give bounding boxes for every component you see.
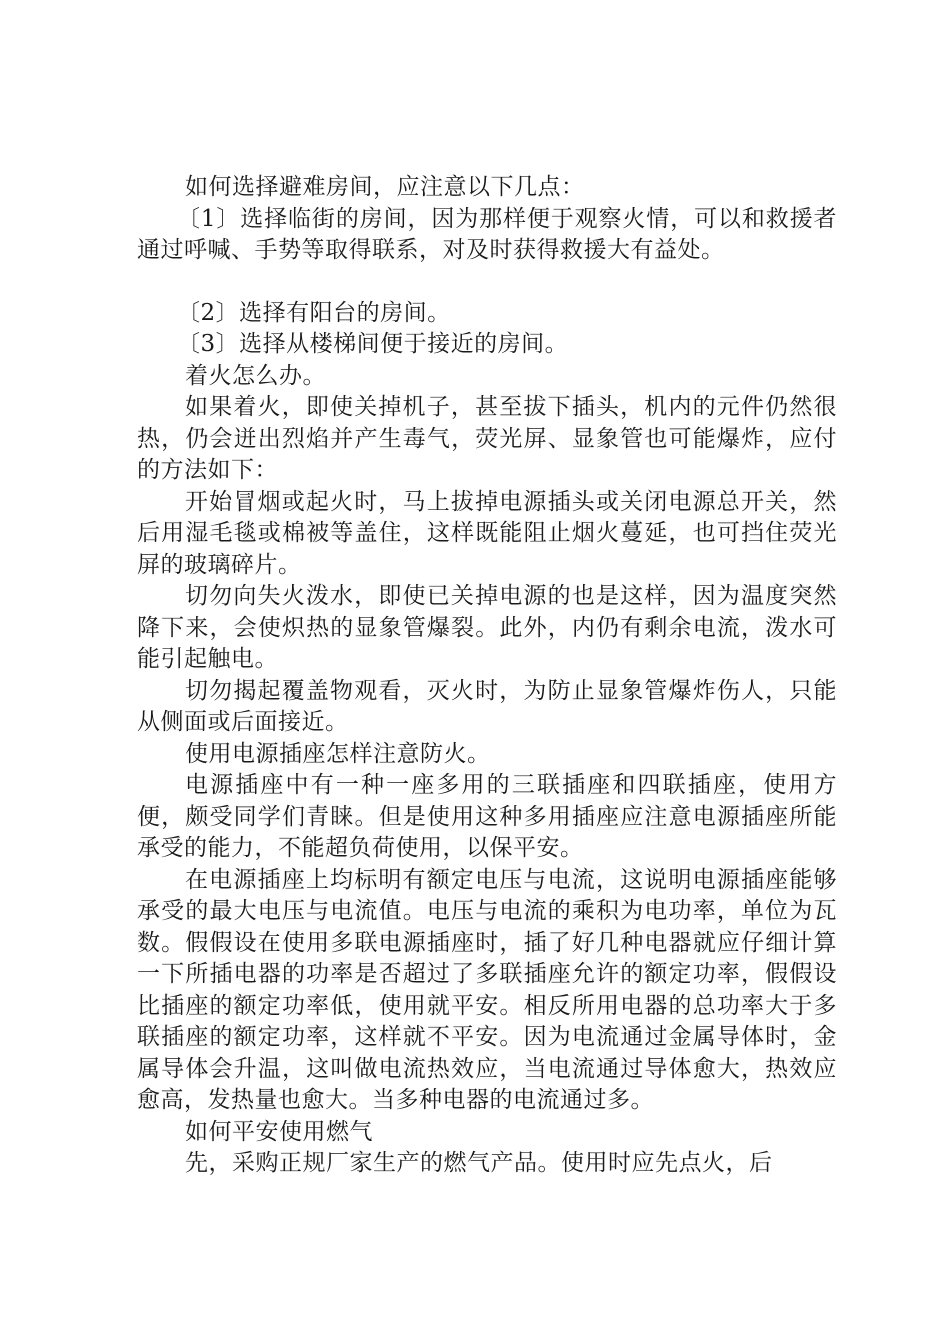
heading-socket: 使用电源插座怎样注意防火。	[185, 740, 491, 767]
heading-fire: 着火怎么办。	[185, 362, 326, 389]
paragraph-item-1: 〔1〕选择临街的房间，因为那样便于观察火情，可以和救援者通过呼喊、手势等取得联系，对及时获得救援大有益处。	[137, 205, 837, 263]
paragraph-fire-step-3: 切勿揭起覆盖物观看，灭火时，为防止显象管爆炸伤人，只能从侧面或后面接近。	[137, 677, 837, 735]
paragraph-intro: 如何选择避难房间，应注意以下几点：	[185, 174, 585, 200]
heading-gas: 如何平安使用燃气	[185, 1118, 373, 1145]
paragraph-item-2: 〔2〕选择有阳台的房间。	[177, 299, 451, 326]
paragraph-fire-intro: 如果着火，即使关掉机子，甚至拔下插头，机内的元件仍然很热，仍会迸出烈焰并产生毒气，荧光屏、显象管也可能爆炸，应付的方法如下：	[137, 394, 837, 483]
document-page	[137, 172, 837, 1180]
paragraph-socket-detail: 在电源插座上均标明有额定电压与电流，这说明电源插座能够承受的最大电压与电流值。电压与电流的乘积为电功率，单位为瓦数。假假设在使用多联电源插座时，插了好几种电器就应仔细计算一下所插电器的功率是否超过了多联插座允许的额定功率，假假设比插座的额定功率低，使用就平安。相反所用电器的总功率大于多联插座的额定功率，这样就不平安。因为电流通过金属导体时，金属导体会升温，这叫做电流热效应，当电流通过导体愈大，热效应愈高，发热量也愈大。当多种电器的电流通过多。	[137, 866, 837, 1113]
paragraph-gas-intro: 先，采购正规厂家生产的燃气产品。使用时应先点火，后	[185, 1150, 773, 1176]
paragraph-item-3: 〔3〕选择从楼梯间便于接近的房间。	[177, 331, 569, 357]
paragraph-fire-step-2: 切勿向失火泼水，即使已关掉电源的也是这样，因为温度突然降下来，会使炽热的显象管爆裂。此外，内仍有剩余电流，泼水可能引起触电。	[137, 583, 837, 672]
paragraph-fire-step-1: 开始冒烟或起火时，马上拔掉电源插头或关闭电源总开关，然后用湿毛毯或棉被等盖住，这样既能阻止烟火蔓延，也可挡住荧光屏的玻璃碎片。	[137, 488, 837, 578]
paragraph-socket-intro: 电源插座中有一种一座多用的三联插座和四联插座，使用方便，颇受同学们青睐。但是使用这种多用插座应注意电源插座所能承受的能力，不能超负荷使用，以保平安。	[137, 772, 837, 861]
